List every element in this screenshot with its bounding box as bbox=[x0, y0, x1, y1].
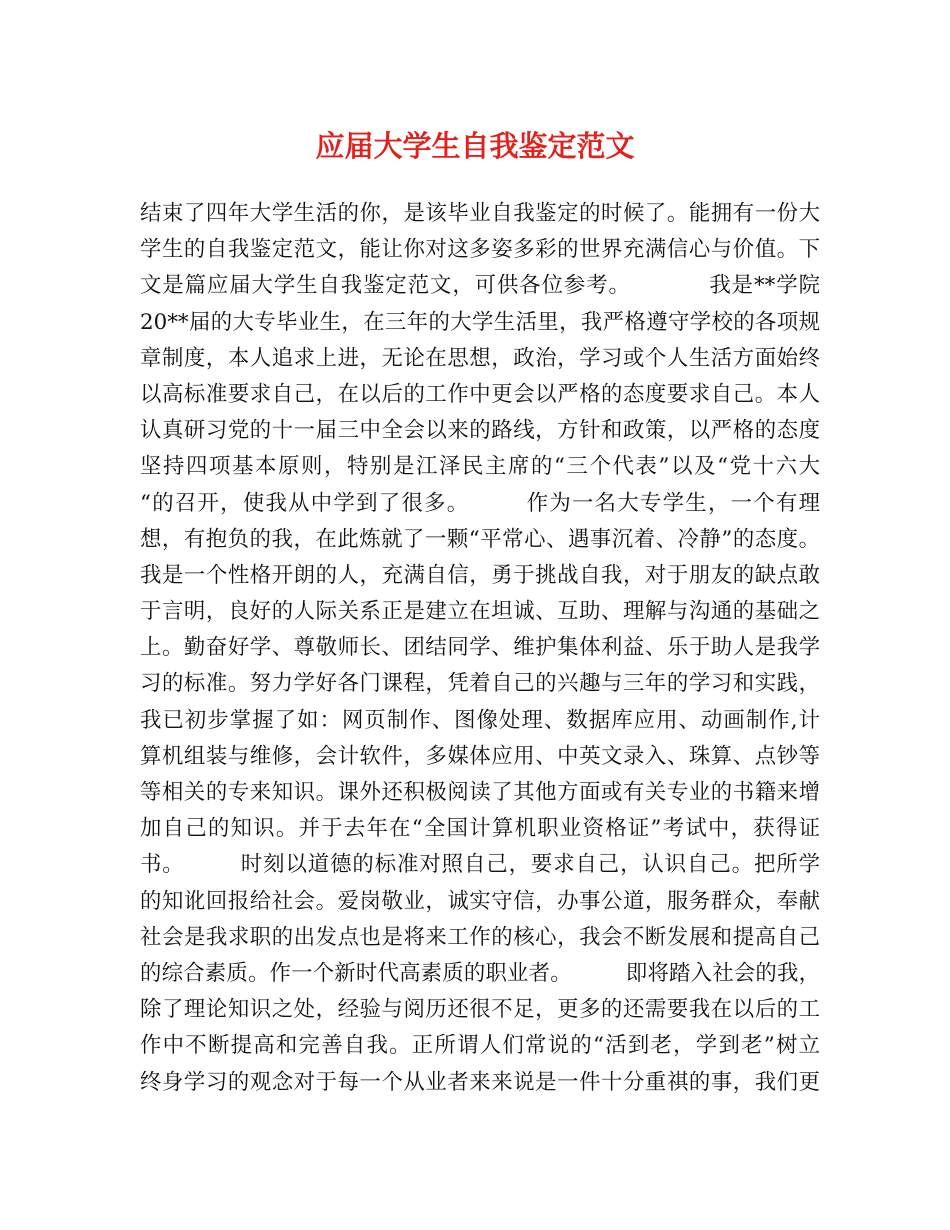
body-line: “的召开，使我从中学到了很多。 作为一名大专学生，一个有理 bbox=[140, 490, 820, 516]
body-line: 我已初步掌握了如：网页制作、图像处理、数据库应用、动画制作,计 bbox=[140, 707, 820, 733]
body-line: 社会是我求职的出发点也是将来工作的核心，我会不断发展和提高自己 bbox=[140, 924, 820, 950]
body-line: 的知讹回报给社会。爱岗敬业，诚实守信，办事公道，服务群众，奉献 bbox=[140, 888, 820, 914]
document-body bbox=[140, 196, 820, 1101]
body-line: 习的标准。努力学好各门课程，凭着自己的兴趣与三年的学习和实践， bbox=[140, 671, 820, 697]
body-line: 20**届的大专毕业生，在三年的大学生活里，我严格遵守学校的各项规 bbox=[140, 309, 820, 335]
body-line: 作中不断提高和完善自我。正所谓人们常说的“活到老，学到老”树立 bbox=[140, 1033, 820, 1059]
body-line: 上。勤奋好学、尊敬师长、团结同学、维护集体利益、乐于助人是我学 bbox=[140, 635, 820, 661]
body-line: 文是篇应届大学生自我鉴定范文，可供各位参考。 我是**学院 bbox=[140, 273, 820, 299]
body-line: 终身学习的观念对于每一个从业者来来说是一件十分重祺的事，我们更 bbox=[140, 1069, 820, 1095]
body-line: 算机组装与维修，会计软件，多媒体应用、中英文录入、珠算、点钞等 bbox=[140, 743, 820, 769]
body-line: 书。 时刻以道德的标准对照自己，要求自己，认识自己。把所学 bbox=[140, 852, 820, 878]
body-line: 我是一个性格开朗的人，充满自信，勇于挑战自我，对于朋友的缺点敢 bbox=[140, 562, 820, 588]
body-line: 结束了四年大学生活的你，是该毕业自我鉴定的时候了。能拥有一份大 bbox=[140, 201, 820, 226]
body-line: 的综合素质。作一个新时代高素质的职业者。 即将踏入社会的我， bbox=[140, 960, 820, 986]
body-line: 等相关的专来知识。课外还积极阅读了其他方面或有关专业的书籍来增 bbox=[140, 780, 820, 805]
body-line: 除了理论知识之处，经验与阅历还很不足，更多的还需要我在以后的工 bbox=[140, 997, 820, 1023]
body-line: 章制度，本人追求上进，无论在思想，政治，学习或个人生活方面始终 bbox=[140, 345, 820, 371]
body-line: 于言明，良好的人际关系正是建立在坦诚、互助、理解与沟通的基础之 bbox=[140, 599, 820, 625]
document-title: 应届大学生自我鉴定范文 bbox=[315, 129, 635, 163]
body-line: 以高标准要求自己，在以后的工作中更会以严格的态度要求自己。本人 bbox=[140, 381, 820, 407]
body-line: 想，有抱负的我，在此炼就了一颗“平常心、遇事沉着、冷静”的态度。 bbox=[140, 526, 820, 552]
body-line: 坚持四项基本原则，特别是江泽民主席的“三个代表”以及“党十六大 bbox=[140, 454, 820, 480]
body-line: 学生的自我鉴定范文，能让你对这多姿多彩的世界充满信心与价值。下 bbox=[140, 237, 820, 263]
body-line: 认真研习党的十一届三中全会以来的路线，方针和政策，以严格的态度 bbox=[140, 418, 820, 444]
body-line: 加自己的知识。并于去年在“全国计算机职业资格证”考试中，获得证 bbox=[140, 816, 820, 842]
